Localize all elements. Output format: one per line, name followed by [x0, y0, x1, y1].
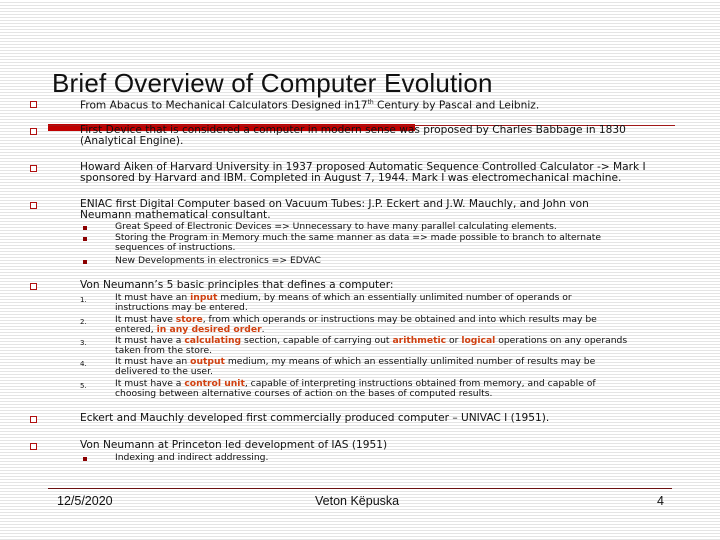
filled-square-bullet-icon	[83, 260, 87, 264]
hollow-square-bullet-icon	[30, 443, 37, 450]
footer-date: 12/5/2020	[57, 494, 113, 508]
sub-bullet-text: Indexing and indirect addressing.	[115, 452, 269, 463]
list-number: 4.	[80, 360, 87, 368]
bullet-text: ENIAC first Digital Computer based on Vacuum Tubes: J.P. Eckert and J.W. Mauchly, and John von Neumann mathematical consultant.	[80, 198, 589, 221]
slide-number: 4	[657, 494, 664, 508]
footer-author: Veton Këpuska	[315, 494, 400, 508]
hollow-square-bullet-icon	[30, 283, 37, 290]
footer-divider	[48, 488, 672, 489]
sub-bullet-text: Great Speed of Electronic Devices => Unnecessary to have many parallel calculating elements.	[115, 221, 557, 232]
filled-square-bullet-icon	[83, 226, 87, 230]
hollow-square-bullet-icon	[30, 165, 37, 172]
bullet-text: From Abacus to Mechanical Calculators Designed in17th Century by Pascal and Leibniz.	[80, 99, 540, 112]
principle-text: It must have store, from which operands or instructions may be obtained and into which results may be entered, in any desired order.	[115, 314, 597, 335]
sub-bullet-text: New Developments in electronics => EDVAC	[115, 255, 321, 266]
hollow-square-bullet-icon	[30, 128, 37, 135]
hollow-square-bullet-icon	[30, 101, 37, 108]
slide-title: Brief Overview of Computer Evolution	[52, 68, 493, 98]
principle-text: It must have a control unit, capable of interpreting instructions obtained from memory, and capable of choosing between alternative courses of action on the bases of computed results.	[115, 378, 596, 399]
principle-text: It must have an output medium, my means of which an essentially unlimited number of results may be delivered to the user.	[115, 356, 596, 377]
list-number: 1.	[80, 296, 87, 304]
bullet-text: Howard Aiken of Harvard University in 1937 proposed Automatic Sequence Controlled Calculator -> Mark I sponsored by Harvard and IBM. Completed in August 7, 1944. Mark I was electromechanical machine.	[80, 161, 646, 184]
principle-text: It must have an input medium, by means of which an essentially unlimited number of operands or instructions may be entered.	[115, 292, 572, 313]
principle-text: It must have a calculating section, capable of carrying out arithmetic or logical operations on any operands taken from the store.	[115, 335, 628, 356]
list-number: 5.	[80, 382, 87, 390]
list-number: 3.	[80, 339, 87, 347]
bullet-text: Von Neumann’s 5 basic principles that defines a computer:	[80, 279, 394, 291]
bullet-text: Eckert and Mauchly developed first commercially produced computer – UNIVAC I (1951).	[80, 412, 550, 424]
bullet-text: First Device that is considered a computer in modern sense was proposed by Charles Babbage in 1830 (Analytical Engine).	[80, 124, 626, 147]
sub-bullet-text: Storing the Program in Memory much the same manner as data => made possible to branch to alternate sequences of instructions.	[115, 232, 601, 253]
bullet-text: Von Neumann at Princeton led development of IAS (1951)	[80, 439, 388, 451]
filled-square-bullet-icon	[83, 457, 87, 461]
filled-square-bullet-icon	[83, 237, 87, 241]
hollow-square-bullet-icon	[30, 202, 37, 209]
hollow-square-bullet-icon	[30, 416, 37, 423]
list-number: 2.	[80, 318, 87, 326]
